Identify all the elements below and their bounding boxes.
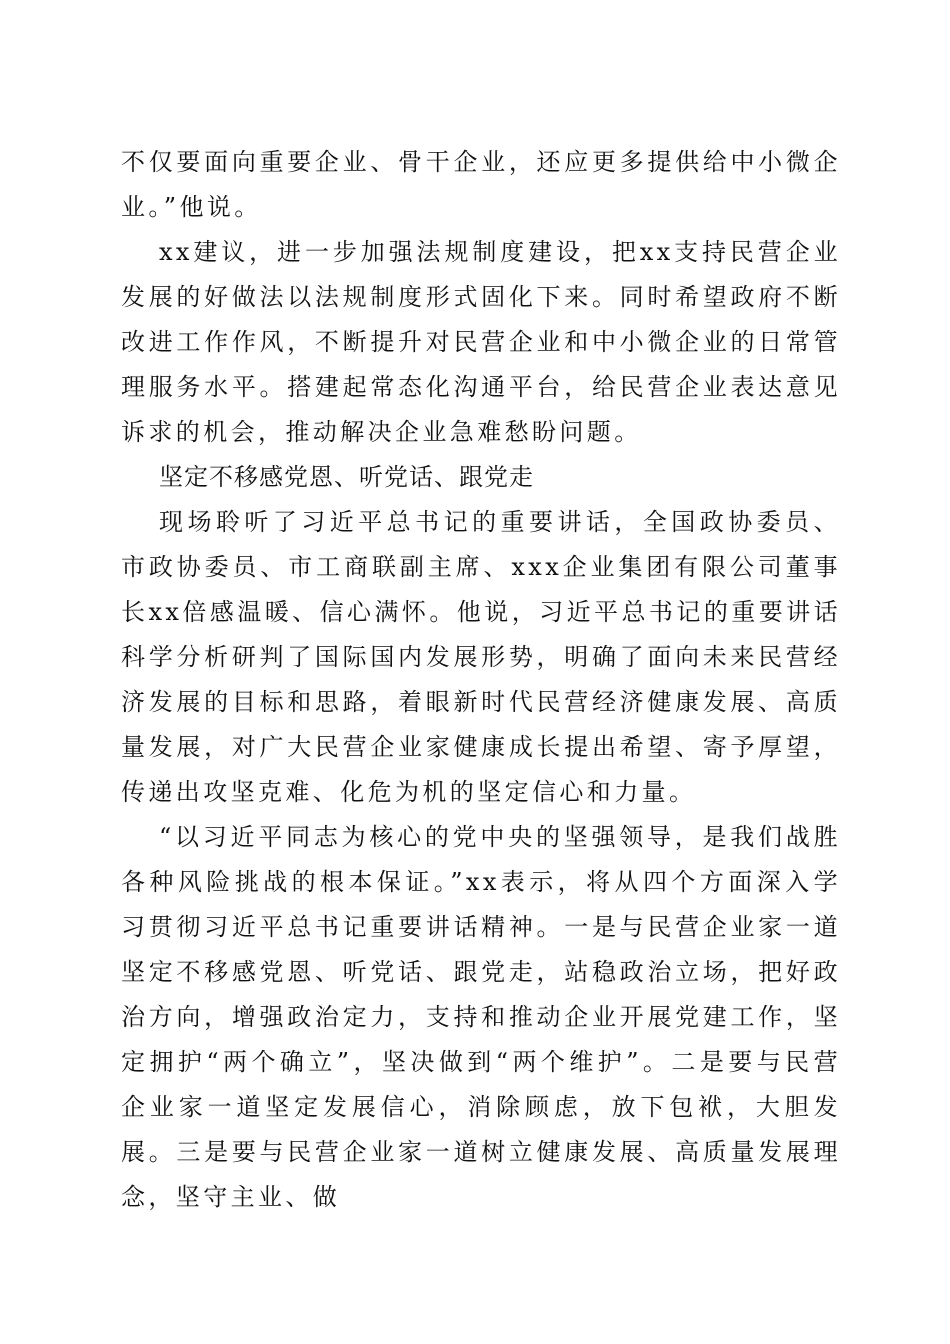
document-body <box>121 140 841 1220</box>
paragraph-four-aspects: “以习近平同志为核心的党中央的坚强领导，是我们战胜各种风险挑战的根本保证。”xx表示，将从四个方面深入学习贯彻习近平总书记重要讲话精神。一是与民营企业家一道坚定不移感党恩、听党话、跟党走，站稳政治立场，把好政治方向，增强政治定力，支持和推动企业开展党建工作，坚定拥护“两个确立”，坚决做到“两个维护”。二是要与民营企业家一道坚定发展信心，消除顾虑，放下包袱，大胆发展。三是要与民营企业家一道树立健康发展、高质量发展理念，坚守主业、做 <box>121 823 841 1211</box>
paragraph-speech-response: 现场聆听了习近平总书记的重要讲话，全国政协委员、市政协委员、市工商联副主席、xxx企业集团有限公司董事长xx倍感温暖、信心满怀。他说，习近平总书记的重要讲话科学分析研判了国际国内发展形势，明确了面向未来民营经济发展的目标和思路，着眼新时代民营经济健康发展、高质量发展，对广大民营企业家健康成长提出希望、寄予厚望，传递出攻坚克难、化危为机的坚定信心和力量。 <box>121 508 841 806</box>
section-heading: 坚定不移感党恩、听党话、跟党走 <box>159 463 534 491</box>
paragraph-continuation: 不仅要面向重要企业、骨干企业，还应更多提供给中小微企业。”他说。 <box>121 148 841 221</box>
paragraph-suggestion: xx建议，进一步加强法规制度建设，把xx支持民营企业发展的好做法以法规制度形式固化下来。同时希望政府不断改进工作作风，不断提升对民营企业和中小微企业的日常管理服务水平。搭建起常态化沟通平台，给民营企业表达意见诉求的机会，推动解决企业急难愁盼问题。 <box>121 238 841 446</box>
